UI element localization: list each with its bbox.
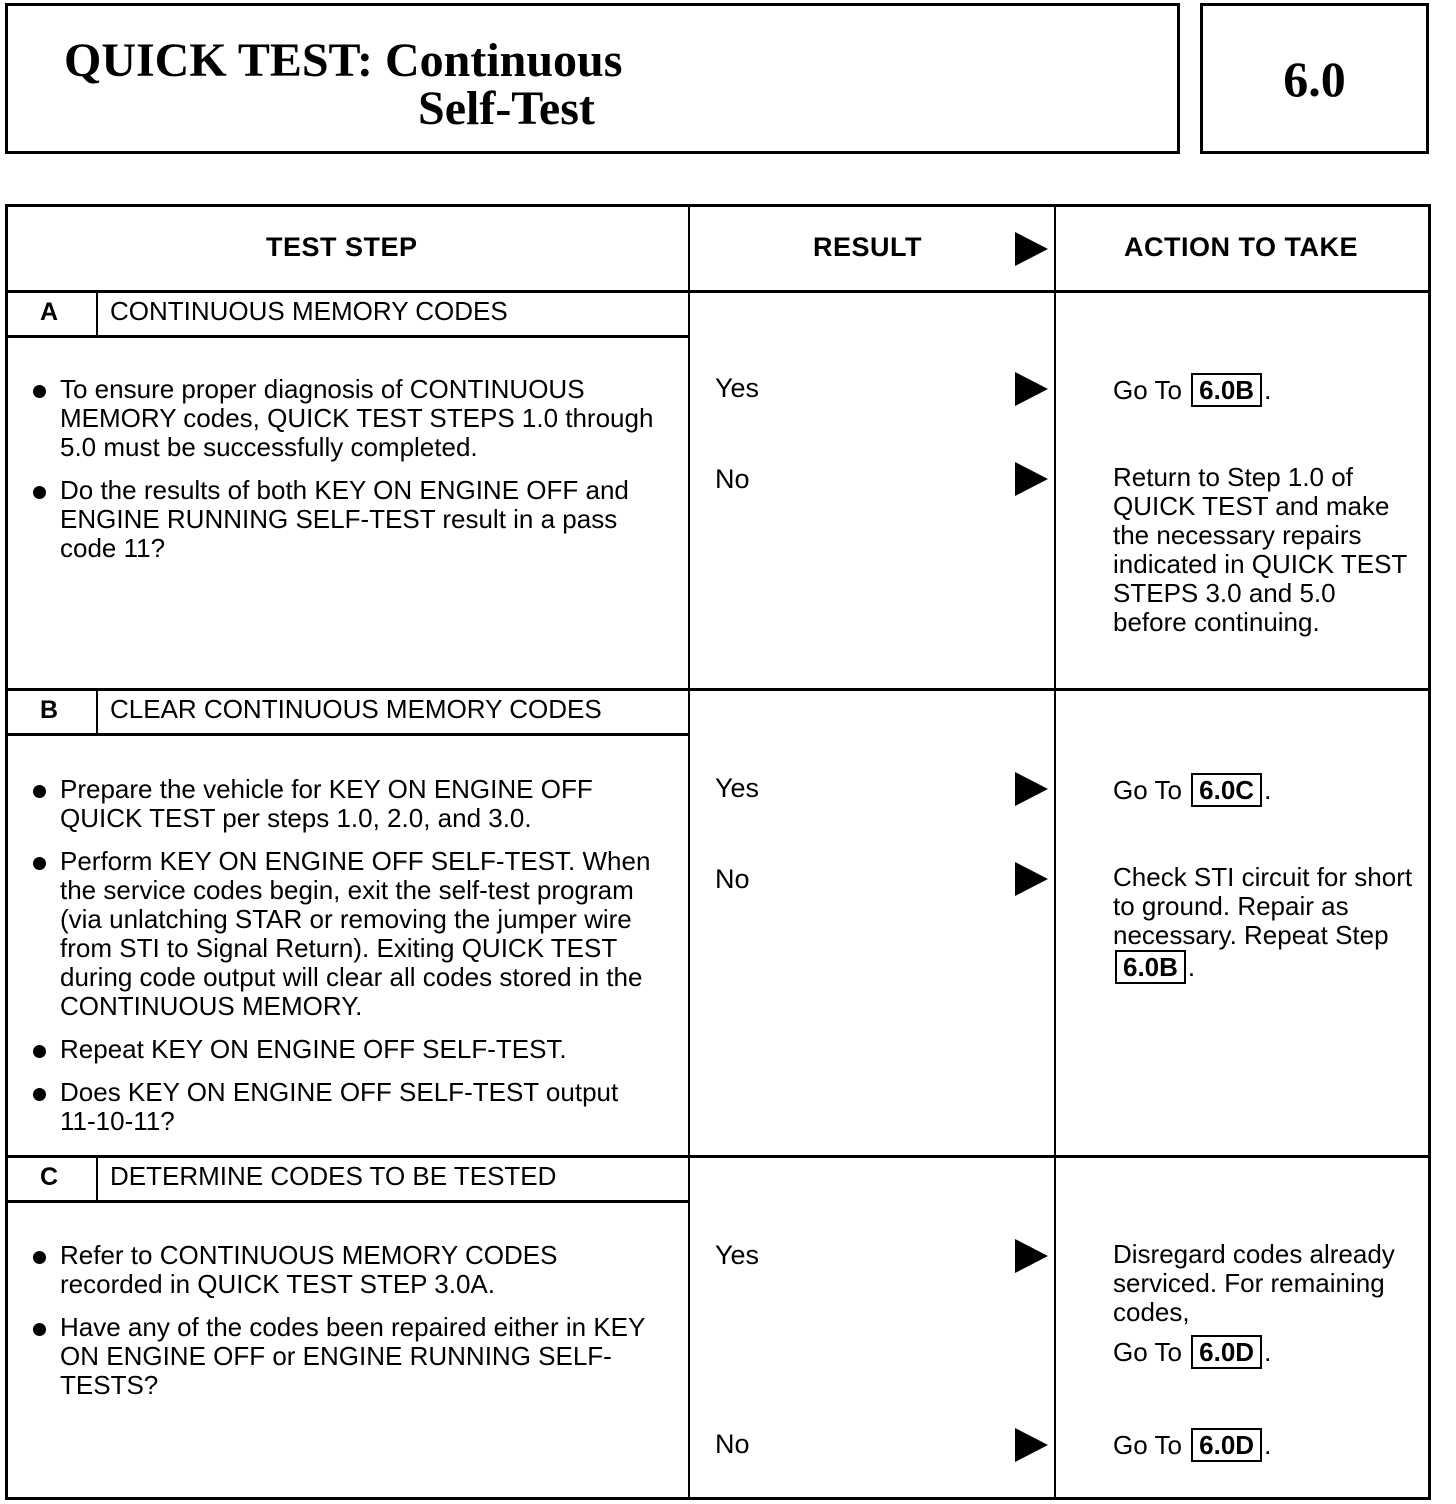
- result-label: No: [715, 1429, 750, 1459]
- list-item: Prepare the vehicle for KEY ON ENGINE OFF QUICK TEST per steps 1.0, 2.0, and 3.0.: [30, 775, 660, 833]
- row-divider: [8, 1155, 1428, 1158]
- header-action: ACTION TO TAKE: [1124, 232, 1358, 262]
- result-label: No: [715, 864, 750, 894]
- step-letter: B: [39, 696, 59, 724]
- row-divider: [8, 688, 1428, 691]
- result-label: Yes: [715, 773, 760, 803]
- page-title-line1: QUICK TEST: Continuous: [64, 34, 623, 87]
- letter-divider: [96, 1156, 98, 1201]
- step-title-underline: [8, 1200, 688, 1203]
- action-text: Go To 6.0B .: [1113, 375, 1272, 405]
- result-arrow-icon: [1015, 772, 1048, 806]
- list-item: Repeat KEY ON ENGINE OFF SELF-TEST.: [30, 1035, 660, 1064]
- step-title: CONTINUOUS MEMORY CODES: [110, 296, 508, 326]
- list-item: To ensure proper diagnosis of CONTINUOUS MEMORY codes, QUICK TEST STEPS 1.0 through 5.0 must be successfully completed.: [30, 375, 660, 462]
- title-box: [5, 3, 1180, 154]
- result-label: No: [715, 464, 750, 494]
- result-arrow-icon: [1015, 1239, 1048, 1273]
- column-divider: [1054, 207, 1056, 1497]
- step-bullets: [30, 775, 660, 1150]
- step-reference: 6.0B: [1191, 373, 1262, 407]
- letter-divider: [96, 689, 98, 734]
- list-item: Perform KEY ON ENGINE OFF SELF-TEST. When the service codes begin, exit the self-test program (via unlatching STAR or removing the jumper wire from STI to Signal Return). Exiting QUICK TEST during code output will clear all codes stored in the CONTINUOUS MEMORY.: [30, 847, 660, 1021]
- step-title: DETERMINE CODES TO BE TESTED: [110, 1161, 557, 1191]
- letter-divider: [96, 291, 98, 336]
- result-arrow-icon: [1015, 1428, 1048, 1462]
- step-title: CLEAR CONTINUOUS MEMORY CODES: [110, 694, 602, 724]
- action-text: Go To 6.0C .: [1113, 775, 1272, 805]
- result-label: Yes: [715, 373, 760, 403]
- list-item: Does KEY ON ENGINE OFF SELF-TEST output 11-10-11?: [30, 1078, 660, 1136]
- step-title-underline: [8, 335, 688, 338]
- header-divider: [8, 290, 1428, 293]
- result-arrow-icon: [1015, 462, 1048, 496]
- step-reference: 6.0D: [1191, 1335, 1262, 1369]
- step-bullets: [30, 375, 660, 577]
- action-text: Go To 6.0D .: [1113, 1430, 1272, 1460]
- step-title-underline: [8, 733, 688, 736]
- result-arrow-icon: [1015, 372, 1048, 406]
- list-item: Do the results of both KEY ON ENGINE OFF and ENGINE RUNNING SELF-TEST result in a pass code 11?: [30, 476, 660, 563]
- list-item: Refer to CONTINUOUS MEMORY CODES recorded in QUICK TEST STEP 3.0A.: [30, 1241, 660, 1299]
- page-title-line2: Self-Test: [418, 82, 595, 135]
- step-bullets: [30, 1241, 660, 1414]
- step-letter: A: [39, 298, 59, 326]
- action-text: Return to Step 1.0 of QUICK TEST and make the necessary repairs indicated in QUICK TEST STEPS 3.0 and 5.0 before continuing.: [1113, 462, 1407, 637]
- action-text: Disregard codes already serviced. For remaining codes, Go To 6.0D .: [1113, 1239, 1395, 1367]
- step-reference: 6.0C: [1191, 773, 1262, 807]
- result-arrow-icon: [1015, 862, 1048, 896]
- result-label: Yes: [715, 1240, 760, 1270]
- list-item: Have any of the codes been repaired either in KEY ON ENGINE OFF or ENGINE RUNNING SELF-TESTS?: [30, 1313, 660, 1400]
- column-divider: [688, 207, 690, 1497]
- section-number: 6.0: [1200, 3, 1429, 154]
- action-text: Check STI circuit for short to ground. Repair as necessary. Repeat Step 6.0B .: [1113, 862, 1413, 982]
- header-result: RESULT: [813, 232, 922, 262]
- header-arrow-icon: [1015, 232, 1048, 266]
- header-test-step: TEST STEP: [266, 232, 418, 262]
- step-reference: 6.0D: [1191, 1428, 1262, 1462]
- step-letter: C: [39, 1163, 59, 1191]
- step-reference: 6.0B: [1115, 950, 1186, 984]
